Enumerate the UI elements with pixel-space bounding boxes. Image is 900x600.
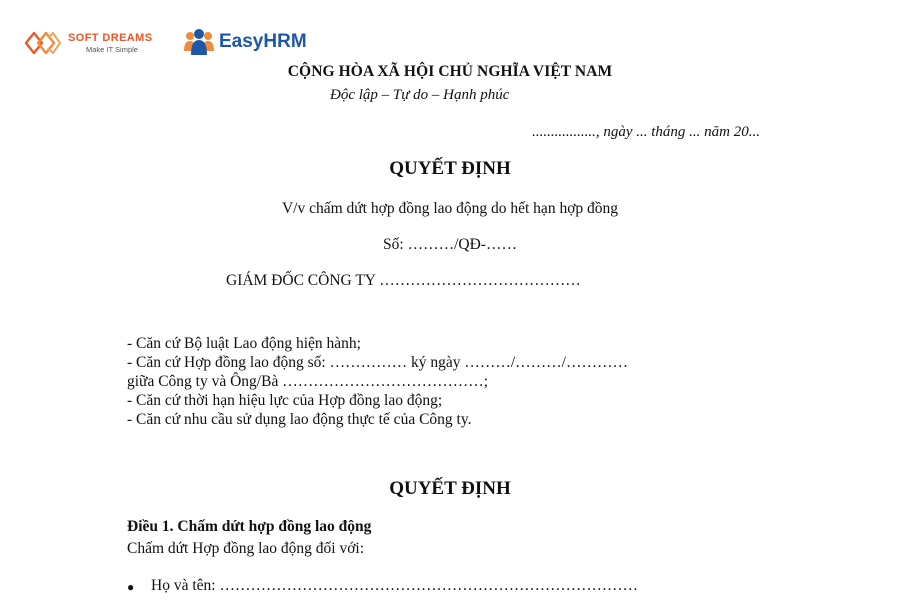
people-group-icon (182, 27, 216, 57)
legal-basis-item: - Căn cứ thời hạn hiệu lực của Hợp đồng lao động; (127, 392, 443, 409)
softdreams-logo-text (68, 33, 152, 54)
legal-basis-item: - Căn cứ Hợp đồng lao động số: …………… ký ngày ………/………/………… (127, 354, 628, 371)
softdreams-logo-name: SOFT DREAMS (68, 31, 153, 44)
national-title: CỘNG HÒA XÃ HỘI CHỦ NGHĨA VIỆT NAM (287, 63, 613, 80)
decision-number: Số: ………/QĐ-…… (383, 236, 517, 253)
decision-title: QUYẾT ĐỊNH (389, 158, 511, 179)
bullet-text: Họ và tên: ……………………………………………………………………… (151, 577, 638, 594)
legal-basis-list (127, 334, 628, 429)
article-1-bullet (127, 577, 638, 597)
date-line: ................., ngày ... tháng ... năm 20... (532, 124, 760, 140)
easyhrm-logo-name: EasyHRM (219, 31, 307, 52)
easyhrm-logo (182, 27, 307, 57)
decision-heading: QUYẾT ĐỊNH (389, 478, 511, 499)
article-1-title: Điều 1. Chấm dứt hợp đồng lao động (127, 518, 372, 535)
legal-basis-item: giữa Công ty và Ông/Bà …………………………………; (127, 373, 489, 390)
decision-subject: V/v chấm dứt hợp đồng lao động do hết hạn hợp đồng (281, 200, 619, 217)
legal-basis-item: - Căn cứ Bộ luật Lao động hiện hành; (127, 335, 361, 352)
softdreams-logo-icon (22, 29, 62, 57)
bullet-dot-icon: ● (127, 580, 135, 594)
softdreams-logo (22, 28, 152, 58)
national-motto: Độc lập – Tự do – Hạnh phúc (330, 87, 510, 103)
decision-issuer: GIÁM ĐỐC CÔNG TY ………………………………… (226, 272, 581, 289)
softdreams-logo-tagline: Make IT Simple (86, 44, 138, 54)
article-1-text: Chấm dứt Hợp đồng lao động đối với: (127, 540, 365, 557)
legal-basis-item: - Căn cứ nhu cầu sử dụng lao động thực tế của Công ty. (127, 411, 472, 428)
